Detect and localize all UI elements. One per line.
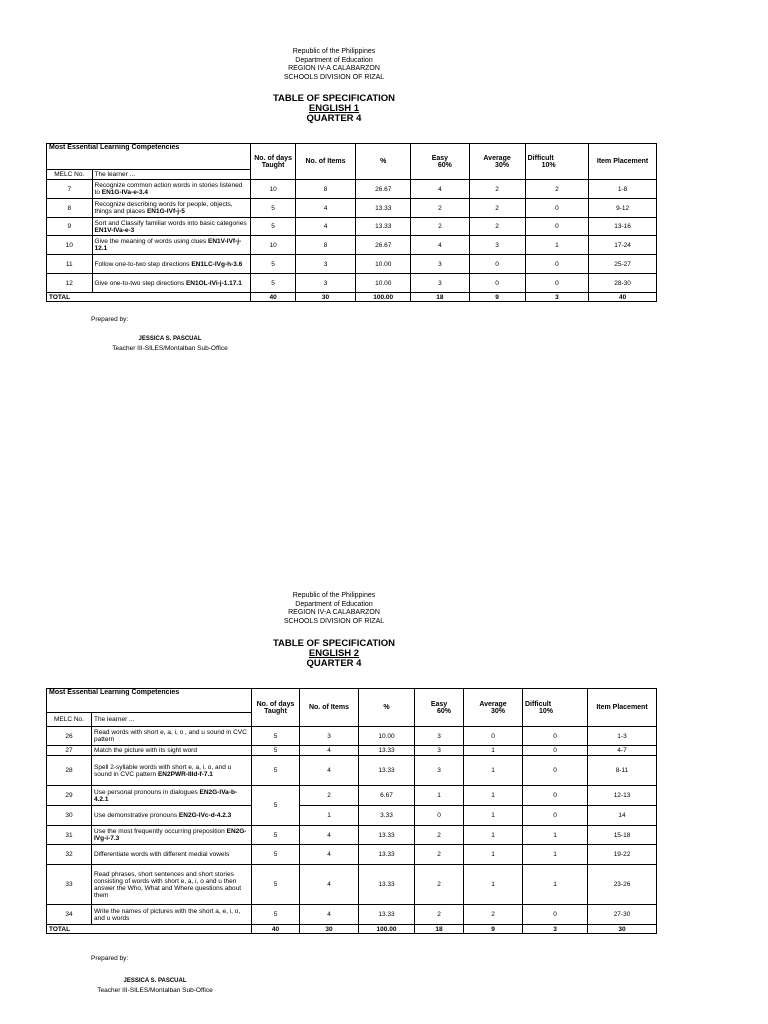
signature-block-2 [0,977,310,995]
average-header: Average 30% [464,689,523,727]
days-value: 5 [252,727,300,746]
melc-no-header: MELC No. [47,170,93,180]
easy-value: 2 [411,199,469,218]
days-value: 5 [252,845,300,865]
total-label: TOTAL [47,925,252,934]
percent-value: 13.33 [359,826,415,845]
competency: Match the picture with its sight word [92,746,252,756]
department-line: Department of Education [295,600,373,608]
days-value: 10 [251,236,295,255]
difficult-value: 2 [525,180,589,199]
melc-code: EN1G-IVf-j-5 [146,208,185,215]
competencies-header: Most Essential Learning Competencies [47,144,251,170]
competency: Read words with short e, a, i, o , and u sound in CVC pattern [92,727,252,746]
average-value: 3 [469,236,525,255]
placement-value: 27-30 [588,905,657,925]
table-row [47,826,657,845]
days-value: 10 [251,180,295,199]
school-header-1 [0,48,668,82]
specification-table-english-2 [46,688,657,934]
easy-value: 4 [411,236,469,255]
items-header: No. of Items [300,689,359,727]
percent-value: 13.33 [359,746,415,756]
table-row [47,905,657,925]
percent-value: 26.67 [356,236,411,255]
days-header: No. of days Taught [252,689,300,727]
items-value: 3 [295,255,355,274]
melc-code: EN2PWR-IIId-f-7.1 [157,770,213,778]
placement-value: 14 [588,806,657,826]
percent-header: % [359,689,415,727]
easy-value: 1 [415,786,464,806]
placement-value: 19-22 [588,845,657,865]
items-value: 4 [300,746,359,756]
document-title-2 [0,638,668,669]
average-value: 1 [464,845,523,865]
region-line: REGION IV-A CALABARZON [288,609,380,616]
items-value: 4 [300,756,359,786]
easy-percent: 60% [437,161,452,169]
percent-value: 10.00 [356,255,411,274]
competency: Give the meaning of words using clues EN1V-IVf-j-12.1 [92,236,251,255]
average-value: 1 [464,826,523,845]
placement-value: 1-3 [588,727,657,746]
average-value: 2 [469,199,525,218]
placement-value: 12-13 [588,786,657,806]
preparer-position: Teacher III-SILES/Montalban Sub-Office [97,987,213,994]
placement-value: 15-18 [588,826,657,845]
total-placement: 30 [588,925,657,934]
average-value: 1 [464,746,523,756]
average-value: 1 [464,865,523,905]
difficult-percent: 10% [541,161,556,169]
easy-value: 2 [415,865,464,905]
total-label: TOTAL [47,293,251,302]
percent-value: 3.33 [359,806,415,826]
total-easy: 18 [415,925,464,934]
items-value: 2 [300,786,359,806]
melc-no: 31 [47,826,92,845]
easy-percent: 60% [436,707,451,715]
melc-no: 11 [47,255,93,274]
easy-value: 2 [411,218,469,236]
subject-title: ENGLISH 2 [308,648,360,659]
melc-no: 26 [47,727,92,746]
placement-header: Item Placement [588,689,657,727]
quarter-title: QUARTER 4 [306,658,362,669]
days-value: 5 [251,255,295,274]
melc-code: EN2G-IVg-i-7.3 [94,828,247,842]
easy-value: 3 [415,746,464,756]
easy-value: 2 [415,826,464,845]
easy-value: 3 [411,255,469,274]
total-days: 40 [251,293,295,302]
total-items: 30 [295,293,355,302]
percent-value: 13.33 [359,865,415,905]
competency: Differentiate words with different medial vowels [92,845,252,865]
competency: Recognize describing words for people, objects, things and places EN1G-IVf-j-5 [92,199,251,218]
table-row [47,236,657,255]
melc-code: EN1OL-IVi-j-1.17.1 [185,279,242,287]
competency: Spell 2-syllable words with short e, a, i, o, and u sound in CVC pattern EN2PWR-IIId-f-7.1 [92,756,252,786]
total-row [47,293,657,302]
days-value: 5 [251,218,295,236]
difficult-value: 0 [525,274,589,293]
melc-code: EN1G-IVa-e-3.4 [101,189,149,196]
melc-no: 30 [47,806,92,826]
days-value: 5 [251,199,295,218]
republic-line: Republic of the Philippines [292,48,376,55]
preparer-position: Teacher III-SILES/Montalban Sub-Office [112,345,228,352]
difficult-value: 1 [523,826,588,845]
melc-no: 8 [47,199,93,218]
easy-value: 2 [415,905,464,925]
percent-value: 6.67 [359,786,415,806]
items-value: 4 [300,826,359,845]
title-text: TABLE OF SPECIFICATION [272,93,396,104]
difficult-value: 1 [525,236,589,255]
competency: Sort and Classify familiar words into basic categories EN1V-IVa-e-3 [92,218,251,236]
percent-value: 13.33 [359,845,415,865]
difficult-value: 0 [523,746,588,756]
total-difficult: 3 [523,925,588,934]
difficult-value: 1 [523,865,588,905]
average-value: 2 [469,218,525,236]
difficult-value: 0 [525,218,589,236]
melc-code: EN1LC-IVg-h-3.6 [191,260,243,268]
total-percent: 100.00 [359,925,415,934]
items-value: 3 [295,274,355,293]
table-row [47,255,657,274]
table-row [47,274,657,293]
quarter-title: QUARTER 4 [306,113,362,124]
days-value: 5 [251,274,295,293]
average-value: 0 [469,274,525,293]
difficult-value: 0 [525,255,589,274]
total-days: 40 [252,925,300,934]
table-row [47,218,657,236]
easy-value: 3 [411,274,469,293]
competency: Give one-to-two step directions EN1OL-IVi-j-1.17.1 [92,274,251,293]
easy-header: Easy 60% [411,144,469,180]
table-row [47,845,657,865]
percent-value: 10.00 [359,727,415,746]
melc-no: 7 [47,180,93,199]
melc-no: 12 [47,274,93,293]
placement-value: 8-11 [588,756,657,786]
items-value: 1 [300,806,359,826]
percent-value: 26.67 [356,180,411,199]
difficult-header: Difficult 10% [523,689,588,727]
placement-value: 17-24 [589,236,657,255]
melc-no: 9 [47,218,93,236]
melc-code: EN2G-IVa-b-4.2.1 [94,788,238,803]
total-easy: 18 [411,293,469,302]
days-value: 5 [252,756,300,786]
table-row [47,806,657,826]
prepared-by-label: Prepared by: [91,955,129,962]
table-row [47,727,657,746]
placement-value: 13-16 [589,218,657,236]
competency: Use demonstrative pronouns EN2G-IVc-d-4.2.3 [92,806,252,826]
preparer-name: JESSICA S. PASCUAL [123,978,187,984]
days-value: 5 [252,826,300,845]
average-value: 0 [469,255,525,274]
competency: Use personal pronouns in dialogues EN2G-IVa-b-4.2.1 [92,786,252,806]
difficult-value: 1 [523,845,588,865]
placement-value: 23-26 [588,865,657,905]
placement-value: 9-12 [589,199,657,218]
difficult-value: 0 [523,786,588,806]
title-text: TABLE OF SPECIFICATION [272,638,396,649]
easy-header: Easy 60% [415,689,464,727]
difficult-percent: 10% [539,707,554,715]
difficult-value: 0 [523,727,588,746]
learner-header: The learner ... [92,170,251,180]
days-value-merged: 5 [252,786,300,826]
total-placement: 40 [589,293,657,302]
items-value: 4 [300,865,359,905]
average-value: 1 [464,756,523,786]
placement-value: 4-7 [588,746,657,756]
school-header-2 [0,592,668,626]
division-line: SCHOOLS DIVISION OF RIZAL [283,617,385,625]
competency: Recognize common action words in stories listened to EN1G-IVa-e-3.4 [92,180,251,199]
competency: Read phrases, short sentences and short stories consisting of words with short e, a, i, o and u then answer the Who, What and Where questions about them [92,865,252,905]
melc-no: 32 [47,845,92,865]
percent-value: 13.33 [359,905,415,925]
percent-value: 10.00 [356,274,411,293]
melc-no: 27 [47,746,92,756]
items-value: 4 [295,199,355,218]
competency: Follow one-to-two step directions EN1LC-IVg-h-3.6 [92,255,251,274]
division-line: SCHOOLS DIVISION OF RIZAL [283,73,385,81]
melc-no: 34 [47,905,92,925]
region-line: REGION IV-A CALABARZON [288,65,380,72]
table-row [47,756,657,786]
learner-header: The learner ... [92,713,252,727]
average-percent: 30% [490,707,505,715]
difficult-value: 0 [523,905,588,925]
total-difficult: 3 [525,293,589,302]
competency: Write the names of pictures with the short a, e, i, o, and u words [92,905,252,925]
total-items: 30 [300,925,359,934]
easy-value: 2 [415,845,464,865]
easy-value: 0 [415,806,464,826]
melc-no: 10 [47,236,93,255]
competency: Use the most frequently occurring preposition EN2G-IVg-i-7.3 [92,826,252,845]
melc-no-header: MELC No. [47,713,92,727]
melc-no: 28 [47,756,92,786]
department-line: Department of Education [295,56,373,64]
melc-code: EN2G-IVc-d-4.2.3 [178,812,232,819]
difficult-header: Difficult 10% [525,144,589,180]
items-value: 4 [300,905,359,925]
placement-header: Item Placement [589,144,657,180]
difficult-value: 0 [523,806,588,826]
average-percent: 30% [495,161,510,169]
percent-value: 13.33 [356,218,411,236]
days-value: 5 [252,746,300,756]
document-title-1 [0,93,668,124]
items-header: No. of Items [295,144,355,180]
total-average: 9 [469,293,525,302]
easy-value: 3 [415,727,464,746]
melc-no: 33 [47,865,92,905]
table-row [47,199,657,218]
average-value: 2 [464,905,523,925]
placement-value: 25-27 [589,255,657,274]
republic-line: Republic of the Philippines [292,592,376,599]
difficult-value: 0 [523,756,588,786]
prepared-by-label: Prepared by: [91,316,129,323]
melc-no: 29 [47,786,92,806]
percent-value: 13.33 [359,756,415,786]
subject-title: ENGLISH 1 [308,103,360,114]
placement-value: 28-30 [589,274,657,293]
table-row [47,746,657,756]
total-percent: 100.00 [356,293,411,302]
average-value: 0 [464,727,523,746]
average-value: 1 [464,786,523,806]
difficult-value: 0 [525,199,589,218]
table-row [47,786,657,806]
total-row [47,925,657,934]
table-row [47,180,657,199]
average-value: 2 [469,180,525,199]
items-value: 4 [295,218,355,236]
average-value: 1 [464,806,523,826]
easy-value: 3 [415,756,464,786]
days-value: 5 [252,905,300,925]
items-value: 8 [295,180,355,199]
melc-code: EN1V-IVa-e-3 [94,226,135,234]
days-value: 5 [252,865,300,905]
table-row [47,865,657,905]
signature-block-1 [0,335,340,353]
items-value: 4 [300,845,359,865]
average-header: Average 30% [469,144,525,180]
preparer-name: JESSICA S. PASCUAL [138,336,202,342]
total-average: 9 [464,925,523,934]
items-value: 3 [300,727,359,746]
placement-value: 1-8 [589,180,657,199]
items-value: 8 [295,236,355,255]
easy-value: 4 [411,180,469,199]
melc-code: EN1V-IVf-j-12.1 [94,238,242,252]
competencies-header: Most Essential Learning Competencies [47,689,252,713]
percent-value: 13.33 [356,199,411,218]
days-header: No. of days Taught [251,144,295,180]
specification-table-english-1 [46,143,657,302]
percent-header: % [356,144,411,180]
